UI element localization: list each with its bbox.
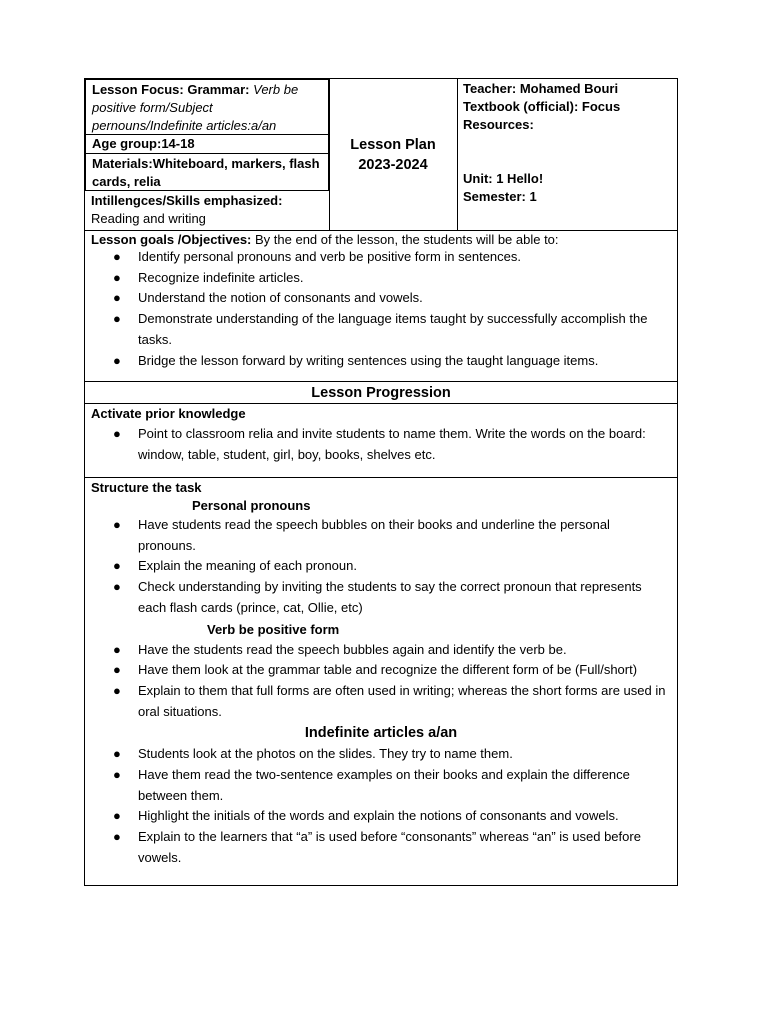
activate-prior-knowledge-section [85,404,677,478]
semester: Semester: 1 [463,189,537,204]
bullet-icon: ● [113,662,121,678]
list-item: ● Recognize indefinite articles. [91,268,671,289]
goals-intro: By the end of the lesson, the students will be able to: [251,232,559,247]
activate-heading: Activate prior knowledge [91,406,246,421]
activate-list [91,424,671,465]
age-group-cell: Age group:14-18 [85,135,329,154]
lesson-goals-section [85,230,677,382]
goals-list [91,247,671,371]
bullet-icon: ● [113,767,121,783]
list-item: ● Highlight the initials of the words and explain the notions of consonants and vowels. [91,806,671,827]
list-item: ● Demonstrate understanding of the language items taught by successfully accomplish the tasks. [113,311,648,347]
header-left-column [85,79,330,230]
bullet-icon: ● [113,290,121,306]
lesson-focus-cell [85,79,329,135]
lesson-focus-label: Lesson Focus: Grammar: [92,82,250,97]
list-item: ● Students look at the photos on the slides. They try to name them. [91,744,671,765]
lesson-plan-table [84,78,678,886]
indefinite-articles-title: Indefinite articles a/an [304,725,458,742]
list-item: ● Check understanding by inviting the students to say the correct pronoun that represents each flash cards (prince, cat, Ollie, etc) [113,579,642,615]
list-item: ● Have the students read the speech bubbles again and identify the verb be. [91,640,671,661]
bullet-icon: ● [113,808,121,824]
bullet-icon: ● [113,558,121,574]
list-item: ● Have students read the speech bubbles on their books and underline the personal pronouns. [113,517,610,553]
list-item: ● Point to classroom relia and invite students to name them. Write the words on the board: window, table, student, girl, boy, books, shelves etc. [113,426,646,462]
lesson-plan-title-cell [329,79,458,230]
lesson-plan-year: 2023-2024 [358,156,428,173]
bullet-icon: ● [113,682,121,698]
bullet-icon: ● [113,311,121,327]
header-right-column [458,79,677,230]
personal-pronouns-title: Personal pronouns [192,498,311,513]
bullet-icon: ● [113,641,121,657]
list-item: ● Identify personal pronouns and verb be positive form in sentences. [91,247,671,268]
list-item: ● Explain to the learners that “a” is used before “consonants” whereas “an” is used before vowels. [113,829,641,865]
articles-list [91,744,671,868]
bullet-icon: ● [113,249,121,264]
bullet-icon: ● [113,426,121,441]
verb-list [91,640,671,723]
bullet-icon: ● [113,746,121,762]
skills-label: Intillengces/Skills emphasized: [91,193,283,208]
list-item: ● Explain the meaning of each pronoun. [91,556,671,577]
teacher-name: Teacher: Mohamed Bouri [463,81,619,96]
bullet-icon: ● [113,352,121,368]
lesson-focus-value: Verb be positive form/Subject pernouns/Indefinite articles:a/an [92,82,299,133]
materials-cell: Materials:Whiteboard, markers, flash cards, relia [85,154,329,191]
pronouns-list [91,515,671,619]
bullet-icon: ● [113,829,121,845]
goals-label: Lesson goals /Objectives: [91,232,252,247]
list-item: ● Bridge the lesson forward by writing sentences using the taught language items. [91,351,671,372]
structure-heading: Structure the task [91,480,202,495]
list-item: ● Understand the notion of consonants and vowels. [91,288,671,309]
resources: Resources: [463,117,534,132]
lesson-progression-title: Lesson Progression [85,382,677,404]
bullet-icon: ● [113,269,121,285]
header-row [85,79,677,231]
unit: Unit: 1 Hello! [463,171,544,186]
bullet-icon: ● [113,517,121,532]
list-item: ● Explain to them that full forms are often used in writing; whereas the short forms are used in oral situations. [113,682,666,719]
list-item: ● Have them look at the grammar table and recognize the different form of be (Full/short) [91,660,671,681]
bullet-icon: ● [113,579,121,595]
skills-value: Reading and writing [91,211,206,226]
list-item: ● Have them read the two-sentence examples on their books and explain the difference between them. [113,767,630,803]
verb-be-title: Verb be positive form [207,621,340,637]
skills-cell [85,191,329,230]
lesson-plan-title: Lesson Plan [350,136,436,153]
textbook: Textbook (official): Focus [463,99,621,114]
structure-task-section [85,478,677,886]
